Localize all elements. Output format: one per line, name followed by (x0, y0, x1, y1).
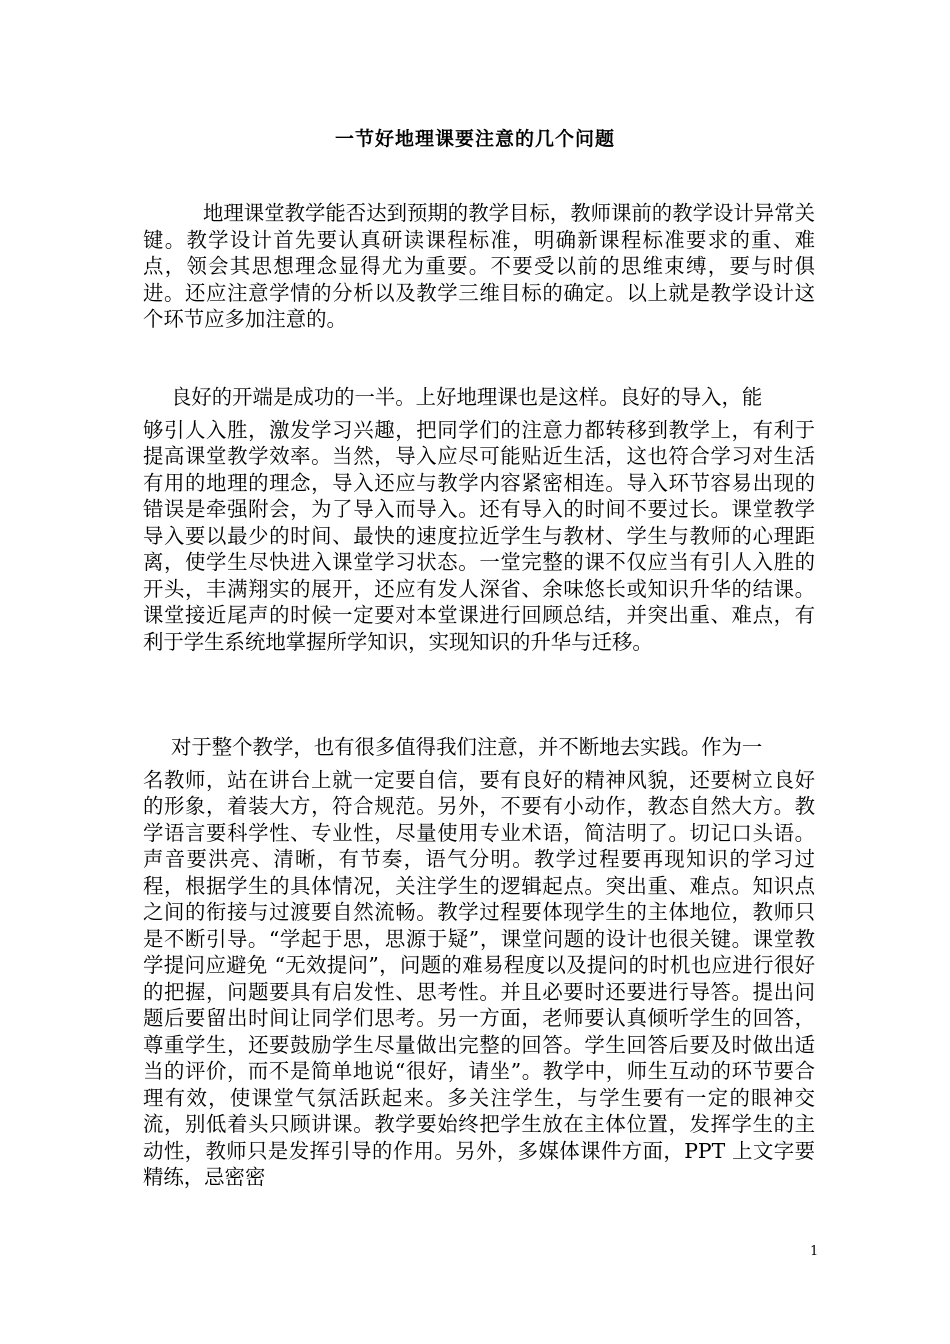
paragraph-2-text: 够引人入胜，激发学习兴趣，把同学们的注意力都转移到教学上，有利于提高课堂教学效率。当然，导入应尽可能贴近生活，这也符合学习对生活有用的地理的理念，导入还应与教学内容紧密相连。导入环节容易出现的错误是牵强附会，为了导入而导入。还有导入的时间不要过长。课堂教学导入要以最少的时间、最快的速度拉近学生与教材、学生与教师的心理距离，使学生尽快进入课堂学习状态。一堂完整的课不仅应当有引人入胜的开头，丰满翔实的展开，还应有发人深省、余味悠长或知识升华的结课。课堂接近尾声的时候一定要对本堂课进行回顾总结，并突出重、难点，有利于学生系统地掌握所学知识，实现知识的升华与迁移。 (143, 417, 815, 654)
paragraph-3 (143, 734, 815, 1191)
paragraph-1 (143, 200, 815, 333)
document-title: 一节好地理课要注意的几个问题 (334, 128, 615, 150)
paragraph-3-first-line: 对于整个教学，也有很多值得我们注意，并不断地去实践。作为一 (171, 735, 763, 759)
paragraph-2 (143, 384, 815, 655)
paragraph-1-text: 地理课堂教学能否达到预期的教学目标，教师课前的教学设计异常关键。教学设计首先要认真研读课程标准，明确新课程标准要求的重、难点，领会其思想理念显得尤为重要。不要受以前的思维束缚，要与时俱进。还应注意学情的分析以及教学三维目标的确定。以上就是教学设计这个环节应多加注意的。 (143, 201, 815, 331)
paragraph-2-first-line: 良好的开端是成功的一半。上好地理课也是这样。良好的导入，能 (171, 385, 763, 409)
paragraph-3-text: 名教师，站在讲台上就一定要自信，要有良好的精神风貌，还要树立良好的形象，着装大方，符合规范。另外，不要有小动作，教态自然大方。教学语言要科学性、专业性，尽量使用专业术语，简洁明了。切记口头语。声音要洪亮、清晰，有节奏，语气分明。教学过程要再现知识的学习过程，根据学生的具体情况，关注学生的逻辑起点。突出重、难点。知识点之间的衔接与过渡要自然流畅。教学过程要体现学生的主体地位，教师只是不断引导。“学起于思，思源于疑”，课堂问题的设计也很关键。课堂教学提问应避免 “无效提问”，问题的难易程度以及提问的时机也应进行很好的把握，问题要具有启发性、思考性。并且必要时还要进行导答。提出问题后要留出时间让同学们思考。另一方面，老师要认真倾听学生的回答，尊重学生，还要鼓励学生尽量做出完整的回答。学生回答后要及时做出适当的评价，而不是简单地说“很好，请坐”。教学中，师生互动的环节要合理有效，使课堂气氛活跃起来。多关注学生，与学生要有一定的眼神交流，别低着头只顾讲课。教学要始终把学生放在主体位置，发挥学生的主动性，教师只是发挥引导的作用。另外，多媒体课件方面，PPT 上文字要精练，忌密密 (143, 767, 815, 1189)
page-number: 1 (810, 1244, 819, 1259)
